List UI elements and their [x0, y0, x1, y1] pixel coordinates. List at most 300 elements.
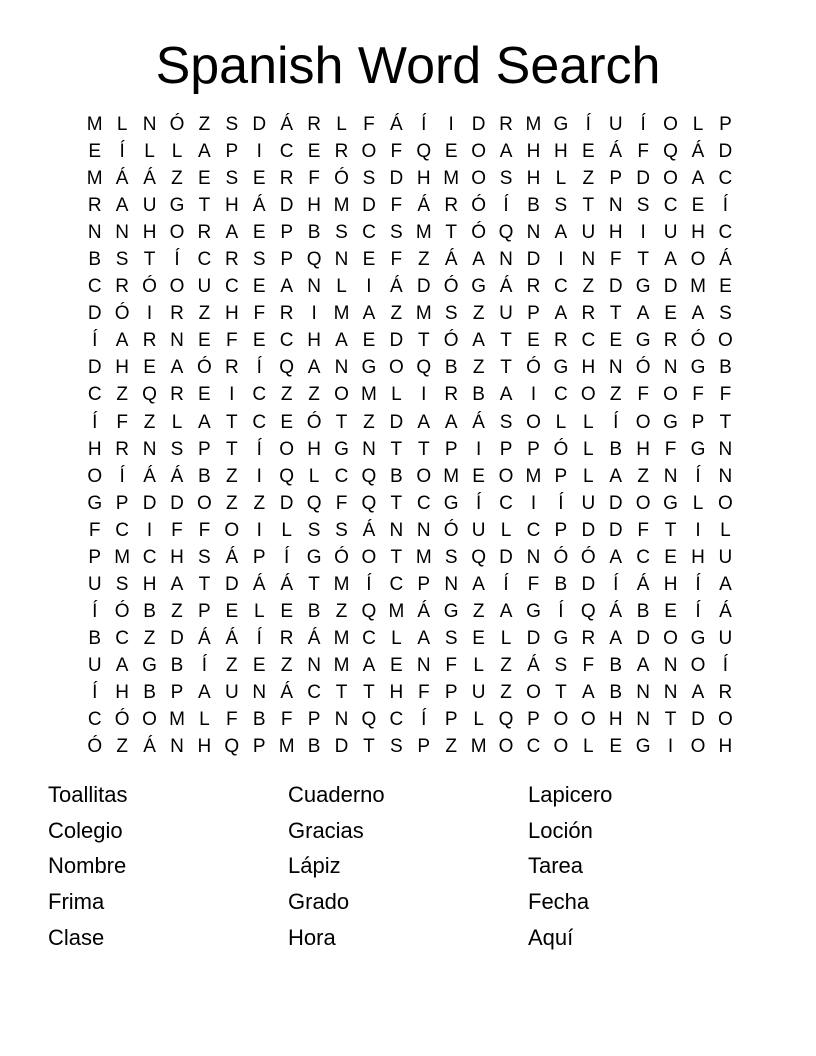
grid-letter: T — [445, 222, 457, 244]
grid-letter: D — [608, 492, 623, 514]
grid-letter: T — [390, 546, 403, 568]
grid-letter: D — [170, 492, 184, 514]
grid-letter: N — [416, 519, 431, 541]
grid-letter: M — [333, 303, 350, 325]
grid-letter: P — [444, 682, 458, 703]
word-list — [48, 777, 768, 955]
grid-letter: T — [664, 709, 677, 731]
grid-letter: S — [307, 519, 321, 541]
grid-letter: S — [499, 411, 513, 433]
grid-letter: Í — [256, 627, 262, 649]
grid-letter: F — [198, 519, 211, 541]
grid-letter: R — [170, 384, 184, 406]
grid-letter: Ó — [526, 357, 541, 379]
grid-letter: T — [198, 195, 211, 217]
grid-letter: O — [334, 384, 349, 406]
grid-letter: B — [307, 222, 321, 244]
grid-letter: Q — [498, 709, 514, 731]
grid-letter: Í — [256, 357, 262, 379]
grid-letter: B — [444, 357, 458, 379]
grid-letter: H — [581, 357, 596, 379]
grid-letter: Í — [640, 114, 646, 136]
grid-letter: Ó — [580, 546, 596, 568]
grid-letter: R — [581, 303, 596, 325]
grid-letter: D — [581, 573, 596, 595]
grid-letter: T — [390, 438, 403, 460]
grid-letter: S — [554, 654, 568, 676]
grid-letter: Q — [279, 357, 295, 379]
grid-letter: C — [636, 546, 651, 568]
grid-letter: G — [471, 276, 486, 298]
grid-letter: G — [690, 357, 706, 379]
grid-letter: I — [256, 141, 262, 163]
grid-letter: E — [198, 330, 211, 352]
grid-letter: T — [664, 519, 677, 541]
grid-letter: S — [499, 168, 513, 190]
grid-letter: E — [444, 141, 458, 163]
grid-letter: D — [691, 709, 705, 731]
grid-letter: Z — [472, 303, 485, 325]
grid-letter: A — [609, 465, 623, 487]
grid-letter: Á — [444, 249, 458, 271]
grid-letter: E — [472, 627, 485, 649]
grid-letter: P — [417, 573, 431, 595]
grid-letter: F — [171, 519, 183, 541]
grid-letter: Í — [613, 573, 619, 595]
grid-letter: Á — [252, 195, 266, 217]
grid-letter: R — [279, 627, 294, 649]
grid-letter: N — [663, 357, 678, 379]
grid-letter: Z — [116, 384, 128, 406]
grid-letter: O — [169, 222, 185, 244]
grid-letter: S — [115, 573, 129, 595]
grid-letter: E — [225, 600, 239, 622]
word-list-column — [288, 777, 528, 955]
grid-letter: D — [526, 627, 541, 649]
grid-letter: F — [637, 384, 649, 406]
word-item: Loción — [528, 817, 593, 843]
grid-letter: M — [361, 384, 377, 406]
grid-letter: Z — [335, 600, 348, 622]
grid-letter: L — [555, 411, 567, 433]
grid-letter: O — [87, 465, 103, 487]
grid-letter: E — [581, 141, 595, 163]
grid-letter: R — [444, 384, 459, 406]
grid-letter: L — [116, 114, 128, 136]
grid-letter: T — [417, 330, 430, 352]
grid-letter: N — [252, 682, 267, 703]
grid-letter: T — [308, 573, 320, 595]
grid-letter: H — [526, 141, 541, 163]
grid-letter: T — [555, 682, 567, 703]
grid-letter: G — [553, 627, 569, 649]
grid-letter: O — [388, 357, 404, 379]
grid-letter: Z — [445, 736, 457, 758]
grid-letter: Á — [390, 114, 403, 136]
grid-letter: E — [252, 276, 266, 298]
grid-letter: O — [553, 709, 569, 731]
grid-letter: F — [280, 709, 293, 731]
grid-letter: Á — [143, 168, 156, 190]
grid-letter: Á — [143, 736, 156, 758]
grid-letter: H — [691, 222, 705, 244]
grid-letter: Á — [417, 600, 431, 622]
grid-letter: Í — [722, 195, 729, 217]
grid-letter: I — [695, 519, 701, 541]
grid-letter: E — [252, 168, 266, 190]
grid-letter: P — [609, 168, 623, 190]
grid-letter: O — [526, 411, 541, 433]
grid-letter: H — [718, 736, 733, 758]
grid-letter: Z — [226, 465, 238, 487]
grid-letter: L — [692, 492, 704, 514]
grid-letter: A — [198, 682, 211, 703]
grid-row — [81, 571, 739, 598]
grid-letter: S — [252, 249, 266, 271]
word-item: Fecha — [528, 889, 590, 915]
grid-letter: Q — [416, 141, 432, 163]
grid-letter: N — [526, 222, 541, 244]
grid-letter: E — [280, 411, 293, 433]
grid-letter: S — [335, 519, 348, 541]
grid-letter: H — [170, 546, 184, 568]
grid-letter: C — [279, 330, 294, 352]
grid-row — [81, 246, 739, 273]
grid-letter: N — [663, 654, 678, 676]
grid-letter: S — [225, 114, 239, 136]
grid-letter: B — [307, 736, 321, 758]
grid-letter: E — [719, 276, 732, 298]
grid-letter: D — [170, 627, 184, 649]
grid-letter: Q — [306, 249, 322, 271]
grid-letter: L — [500, 519, 512, 541]
grid-letter: U — [471, 519, 486, 541]
grid-letter: H — [663, 573, 678, 595]
grid-letter: T — [390, 492, 403, 514]
grid-letter: T — [226, 411, 238, 433]
grid-letter: D — [224, 573, 239, 595]
grid-letter: O — [279, 438, 295, 460]
grid-letter: C — [252, 411, 267, 433]
grid-letter: M — [443, 465, 460, 487]
grid-letter: M — [525, 114, 542, 136]
grid-letter: M — [690, 276, 706, 298]
grid-letter: C — [718, 168, 733, 190]
grid-letter: Í — [695, 465, 701, 487]
grid-letter: T — [609, 303, 622, 325]
grid-letter: M — [86, 114, 103, 136]
grid-letter: I — [146, 303, 153, 325]
grid-row — [81, 111, 739, 138]
grid-letter: R — [197, 222, 212, 244]
grid-letter: Z — [417, 249, 430, 271]
grid-letter: D — [87, 303, 102, 325]
grid-letter: H — [197, 736, 212, 758]
grid-letter: C — [718, 222, 733, 244]
grid-letter: U — [87, 654, 102, 676]
word-item: Toallitas — [48, 782, 128, 807]
grid-letter: Z — [226, 654, 238, 676]
grid-letter: F — [417, 682, 430, 703]
grid-letter: A — [362, 303, 376, 325]
grid-letter: N — [115, 222, 129, 244]
grid-letter: T — [143, 249, 156, 271]
grid-letter: O — [416, 465, 432, 487]
grid-letter: H — [115, 357, 129, 379]
grid-letter: O — [197, 492, 212, 514]
grid-letter: Ó — [471, 222, 486, 244]
grid-letter: F — [637, 519, 649, 541]
grid-letter: G — [553, 114, 569, 136]
grid-letter: P — [527, 303, 540, 325]
grid-letter: Ó — [443, 330, 459, 352]
grid-row — [81, 625, 739, 652]
grid-letter: Á — [527, 654, 540, 676]
grid-letter: I — [530, 384, 537, 406]
grid-letter: E — [609, 330, 623, 352]
grid-letter: A — [691, 682, 705, 703]
grid-letter: Q — [361, 492, 377, 514]
grid-letter: U — [224, 682, 239, 703]
grid-letter: D — [389, 168, 404, 190]
grid-letter: M — [415, 546, 432, 568]
grid-letter: F — [390, 195, 403, 217]
grid-letter: L — [199, 709, 210, 731]
grid-letter: O — [663, 384, 678, 406]
grid-letter: E — [252, 654, 266, 676]
grid-letter: C — [334, 465, 349, 487]
grid-row — [81, 219, 739, 246]
grid-letter: B — [252, 709, 266, 731]
word-item: Clase — [48, 924, 105, 950]
grid-letter: Ó — [334, 168, 349, 190]
grid-letter: P — [280, 222, 293, 244]
grid-letter: H — [608, 222, 623, 244]
grid-letter: I — [640, 222, 646, 244]
grid-letter: Í — [284, 546, 290, 568]
grid-letter: F — [226, 330, 238, 352]
grid-letter: E — [143, 357, 156, 379]
word-item: Gracias — [288, 817, 364, 843]
grid-letter: H — [224, 303, 239, 325]
grid-letter: P — [252, 546, 266, 568]
grid-letter: E — [88, 141, 102, 163]
grid-letter: Ó — [142, 276, 157, 298]
grid-letter: C — [663, 195, 678, 217]
grid-letter: Á — [609, 141, 623, 163]
grid-letter: L — [583, 438, 594, 460]
grid-letter: I — [146, 519, 153, 541]
grid-letter: T — [582, 195, 595, 217]
grid-letter: Z — [609, 384, 622, 406]
grid-letter: L — [171, 141, 183, 163]
grid-letter: Ó — [114, 600, 130, 622]
grid-letter: F — [609, 249, 622, 271]
grid-letter: O — [553, 736, 569, 758]
grid-letter: F — [88, 519, 101, 541]
grid-letter: P — [198, 438, 211, 460]
grid-letter: Ó — [553, 438, 569, 460]
grid-letter: H — [142, 222, 157, 244]
grid-letter: A — [198, 141, 211, 163]
grid-letter: D — [526, 249, 541, 271]
grid-letter: Ó — [690, 330, 706, 352]
grid-letter: Í — [119, 465, 125, 487]
grid-letter: Q — [663, 141, 678, 163]
grid-letter: A — [280, 276, 293, 298]
grid-letter: O — [635, 411, 651, 433]
grid-letter: B — [609, 682, 623, 703]
grid-letter: Í — [558, 492, 564, 514]
grid-letter: P — [225, 141, 239, 163]
grid-letter: M — [415, 222, 432, 244]
grid-letter: L — [308, 465, 320, 487]
grid-letter: O — [663, 114, 678, 136]
grid-letter: O — [498, 465, 514, 487]
grid-letter: L — [336, 114, 347, 136]
grid-letter: L — [500, 627, 512, 649]
grid-letter: Á — [198, 627, 211, 649]
grid-letter: Á — [280, 682, 293, 703]
grid-letter: Í — [695, 573, 701, 595]
grid-letter: O — [718, 709, 733, 731]
grid-row — [81, 436, 739, 463]
grid-letter: A — [115, 195, 129, 217]
grid-letter: G — [635, 736, 651, 758]
grid-letter: Á — [307, 627, 321, 649]
grid-letter: Q — [279, 465, 295, 487]
grid-letter: Á — [719, 249, 732, 271]
grid-letter: Í — [366, 573, 372, 595]
grid-letter: D — [581, 519, 596, 541]
grid-letter: Í — [475, 492, 482, 514]
grid-letter: Á — [225, 627, 239, 649]
grid-letter: Í — [613, 411, 619, 433]
grid-letter: D — [87, 357, 102, 379]
grid-letter: A — [225, 222, 239, 244]
grid-letter: O — [471, 168, 486, 190]
grid-letter: I — [667, 736, 674, 758]
grid-letter: O — [635, 492, 651, 514]
word-item: Lápiz — [288, 853, 341, 879]
word-list-column — [48, 777, 288, 955]
grid-letter: E — [280, 600, 293, 622]
grid-letter: D — [252, 114, 267, 136]
grid-letter: Z — [143, 411, 156, 433]
grid-row — [81, 300, 739, 327]
grid-letter: L — [391, 384, 402, 406]
grid-letter: U — [499, 303, 513, 325]
grid-letter: Í — [695, 600, 701, 622]
grid-letter: A — [636, 654, 650, 676]
grid-letter: C — [389, 573, 404, 595]
grid-letter: N — [334, 357, 349, 379]
grid-letter: Á — [115, 168, 129, 190]
grid-letter: M — [333, 627, 350, 649]
grid-letter: C — [581, 330, 596, 352]
grid-letter: S — [170, 438, 184, 460]
grid-letter: N — [444, 573, 459, 595]
grid-letter: T — [335, 411, 348, 433]
grid-letter: G — [361, 357, 377, 379]
grid-letter: H — [307, 330, 321, 352]
grid-letter: I — [421, 384, 427, 406]
grid-letter: Á — [609, 600, 623, 622]
word-item: Nombre — [48, 853, 127, 879]
grid-letter: Á — [225, 546, 239, 568]
grid-letter: Í — [92, 682, 98, 703]
grid-letter: P — [719, 114, 732, 136]
grid-letter: N — [142, 114, 157, 136]
grid-letter: N — [334, 249, 349, 271]
grid-letter: Ó — [443, 276, 459, 298]
grid-letter: P — [170, 682, 184, 703]
grid-letter: P — [527, 709, 540, 731]
grid-letter: P — [499, 438, 513, 460]
grid-letter: Z — [500, 654, 512, 676]
grid-row — [81, 354, 739, 381]
word-item: Cuaderno — [288, 782, 385, 807]
grid-letter: N — [581, 249, 596, 271]
grid-letter: A — [444, 411, 458, 433]
grid-letter: A — [115, 654, 129, 676]
grid-letter: E — [691, 195, 705, 217]
grid-letter: Z — [582, 276, 595, 298]
grid-letter: A — [499, 600, 513, 622]
grid-letter: A — [664, 249, 677, 271]
grid-letter: F — [527, 573, 540, 595]
grid-letter: M — [333, 573, 350, 595]
grid-letter: Á — [719, 600, 732, 622]
grid-letter: Q — [416, 357, 432, 379]
grid-letter: Z — [308, 384, 320, 406]
grid-letter: S — [198, 546, 211, 568]
grid-letter: M — [278, 736, 295, 758]
grid-letter: T — [417, 438, 430, 460]
grid-letter: Ó — [114, 303, 130, 325]
grid-letter: E — [362, 249, 376, 271]
grid-letter: D — [663, 276, 678, 298]
grid-letter: Z — [198, 114, 211, 136]
grid-letter: C — [87, 384, 102, 406]
grid-letter: Í — [256, 438, 262, 460]
grid-letter: O — [690, 249, 706, 271]
grid-letter: I — [448, 114, 454, 136]
grid-letter: Á — [636, 573, 650, 595]
grid-letter: Z — [500, 682, 512, 703]
grid-letter: B — [307, 600, 321, 622]
grid-letter: A — [581, 682, 595, 703]
word-list-column — [528, 777, 768, 955]
grid-letter: B — [472, 384, 485, 406]
grid-letter: F — [390, 249, 403, 271]
grid-letter: R — [115, 438, 129, 460]
grid-letter: I — [475, 438, 482, 460]
grid-letter: P — [554, 465, 568, 487]
grid-letter: Z — [363, 411, 375, 433]
grid-letter: N — [362, 438, 376, 460]
grid-letter: R — [224, 249, 239, 271]
grid-letter: A — [472, 330, 485, 352]
grid-letter: B — [143, 600, 156, 622]
grid-letter: C — [87, 276, 102, 298]
grid-letter: O — [580, 709, 596, 731]
word-item: Colegio — [48, 817, 123, 843]
grid-letter: M — [443, 168, 460, 190]
grid-letter: Ó — [553, 546, 569, 568]
grid-letter: H — [608, 709, 623, 731]
grid-letter: G — [142, 654, 157, 676]
